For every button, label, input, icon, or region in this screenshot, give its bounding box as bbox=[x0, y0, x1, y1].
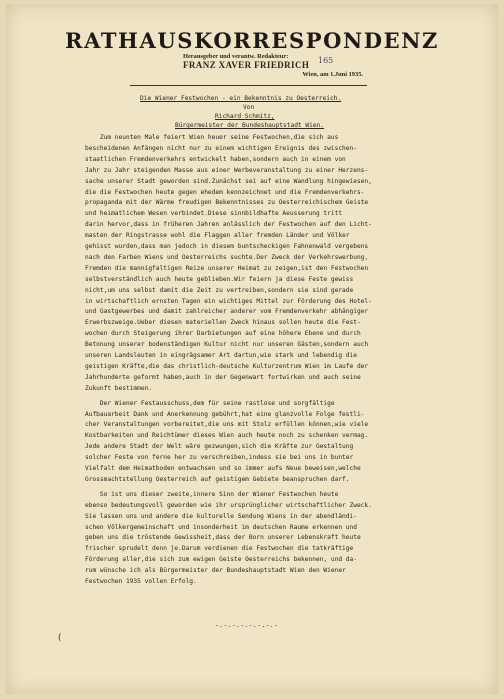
body-line: und Gastgewerbes und damit zahlreicher anderer vom Fremdenverkehr abhängiger bbox=[85, 308, 369, 316]
body-line: Sie lassen uns und andere die kulturelle Sendung Wiens in der abendländi- bbox=[85, 512, 357, 520]
body-line: gehisst wurden,dass man jedoch in diesem buntscheckigen Fahnenwald vergebens bbox=[85, 243, 369, 250]
body-line: darin hervor,dass in früheren Jahren anlässlich der Festwochen auf den Licht- bbox=[85, 221, 372, 229]
body-line: frischer sprudelt denn je.Darum verdienen die Festwochen die tatkräftige bbox=[85, 545, 354, 553]
body-line: Förderung aller,die sich zum ewigen Geiste Oesterreichs bekennen, und da- bbox=[85, 556, 357, 564]
body-line: Zukunft bestimmen. bbox=[85, 384, 153, 392]
masthead-info bbox=[183, 53, 363, 79]
dateline: Wien, am 1.Juni 1935. bbox=[302, 71, 363, 79]
body-line: rum wünsche ich als Bürgermeister der Bundeshauptstadt Wien den Wiener bbox=[85, 567, 346, 575]
body-line: masten der Ringstrasse wohl die Flaggen aller fremden Länder und Völker bbox=[85, 232, 350, 240]
body-line: geben uns die tröstende Gewissheit,dass der Born unserer Lebenskraft heute bbox=[85, 534, 361, 542]
body-line: in wirtschaftlich ernsten Tagen ein wichtiges Mittel zur Förderung des Hotel- bbox=[85, 297, 372, 305]
body-line: schen Völkergemeinschaft und insonderheit im deutschen Raume erkennen und bbox=[85, 523, 357, 531]
body-line: und heimatlichem Wesen verbindet.Diese sinnbildhafte Aeusserung tritt bbox=[85, 210, 343, 218]
body-line: solcher Feste von ferne her zu verschreiben,indess sie bei uns in bunter bbox=[85, 454, 354, 462]
body-line: Zum neunten Male feiert Wien heuer seine Festwochen,die sich aus bbox=[85, 134, 339, 141]
body-line: die die Festwochen heute gegen ehedem kennzeichnet und die Fremdenverkehrs- bbox=[85, 188, 365, 196]
author-name: Richard Schmitz, bbox=[215, 113, 275, 120]
body-line: Betonung unserer bodenständigen Kultur nicht nur unseren Gästen,sondern auch bbox=[85, 341, 369, 349]
body-line: Jede andere Stadt der Welt wäre gezwungen,sich die Kräfte zur Gestaltung bbox=[85, 443, 354, 451]
margin-mark: ( bbox=[58, 633, 62, 643]
body-line: staatlichen Fremdenverkehrs entwickelt haben,sondern auch in einem von bbox=[85, 155, 346, 163]
body-line: wochen durch Steigerung ihrer Darbietungen auf eine höhere Ebene und durch bbox=[85, 330, 361, 338]
body-line: Kostbarkeiten und Reichtümer dieses Wien auch heute noch zu schenken vermag. bbox=[85, 432, 369, 440]
body-line: unseren Landsleuten in eingrägsamer Art dartun,wie stark und lebendig die bbox=[85, 352, 357, 359]
body-line: Erwerbszweige.Ueber diesen materiellen Zweck hinaus sollen heute die Fest- bbox=[85, 319, 361, 327]
body-line: cher Veranstaltungen vorbereitet,die uns mit Stolz erfüllen können,wie viele bbox=[85, 421, 369, 429]
body-line: Grossmachtstellung Oesterreich auf geistigem Gebiete beanspruchen darf. bbox=[85, 475, 350, 483]
body-line: propaganda mit der Wärme freudigen Bekenntnisses zu Oesterreichischem Geiste bbox=[85, 199, 369, 207]
body-line: sache unserer Stadt geworden sind.Zunächst sei auf eine Wandlung hingewiesen, bbox=[85, 177, 372, 185]
headline: Die Wiener Festwochen - ein Bekenntnis zu Oesterreich. bbox=[140, 95, 342, 102]
masthead-rule bbox=[130, 85, 367, 86]
body-line: bescheidenen Anfängen nicht nur zu einem wichtigen Ereignis des zwischen- bbox=[85, 144, 357, 152]
body-line: Fremden die mannigfaltigen Reize unserer Heimat zu zeigen,ist den Festwochen bbox=[85, 264, 369, 272]
body-line: Jahrhunderte geformt haben,auch in der Gegenwart fortwirken und auch seine bbox=[85, 373, 361, 381]
body-line: selbstverständlich auch heute geblieben.Wir feiern ja diese Feste gewiss bbox=[85, 275, 354, 283]
body-line: Aufbauarbeit Dank und Anerkennung gebührt,hat eine glanzvolle Folge festli- bbox=[85, 410, 365, 418]
body-line: Jahr zu Jahr steigenden Masse aus einer Werbeveranstaltung zu einer Herzens- bbox=[85, 166, 369, 174]
body-line: So ist uns dieser zweite,innere Sinn der Wiener Festwochen heute bbox=[85, 490, 339, 498]
body-line: nach den Farben Wiens und Oesterreichs suchte.Der Zweck der Verkehrswerbung, bbox=[85, 253, 369, 261]
author-title: Bürgermeister der Bundeshauptstadt Wien. bbox=[175, 122, 325, 129]
handwritten-number: 165 bbox=[318, 56, 334, 65]
body-line: ebenso bedeutungsvoll geworden wie ihr ursprünglicher wirtschaftlicher Zweck. bbox=[85, 501, 372, 509]
body-line: geistigen Kräfte,die das christlich-deutsche Kulturzentrum Wien im Laufe der bbox=[85, 362, 369, 370]
body-line: Vielfalt dem Heimatboden entwachsen und so immer aufs Neue beweisen,welche bbox=[85, 465, 361, 472]
byline-von: Von bbox=[243, 104, 255, 111]
closing-mark: -.-.-.-.-.-.-.- bbox=[215, 622, 279, 629]
publisher-line: Herausgeber und verantw. Redakteur: bbox=[183, 53, 289, 60]
masthead-title: RATHAUSKORRESPONDENZ bbox=[65, 28, 439, 53]
body-line: nicht,um uns selbst damit die Zeit zu vertreiben,sondern sie sind gerade bbox=[85, 286, 354, 294]
body-line: Festwochen 1935 vollen Erfolg. bbox=[85, 578, 197, 585]
body-line: Der Wiener Festausschuss,dem für seine rastlose und sorgfältige bbox=[85, 399, 335, 407]
editor-name: FRANZ XAVER FRIEDRICH bbox=[183, 60, 310, 71]
